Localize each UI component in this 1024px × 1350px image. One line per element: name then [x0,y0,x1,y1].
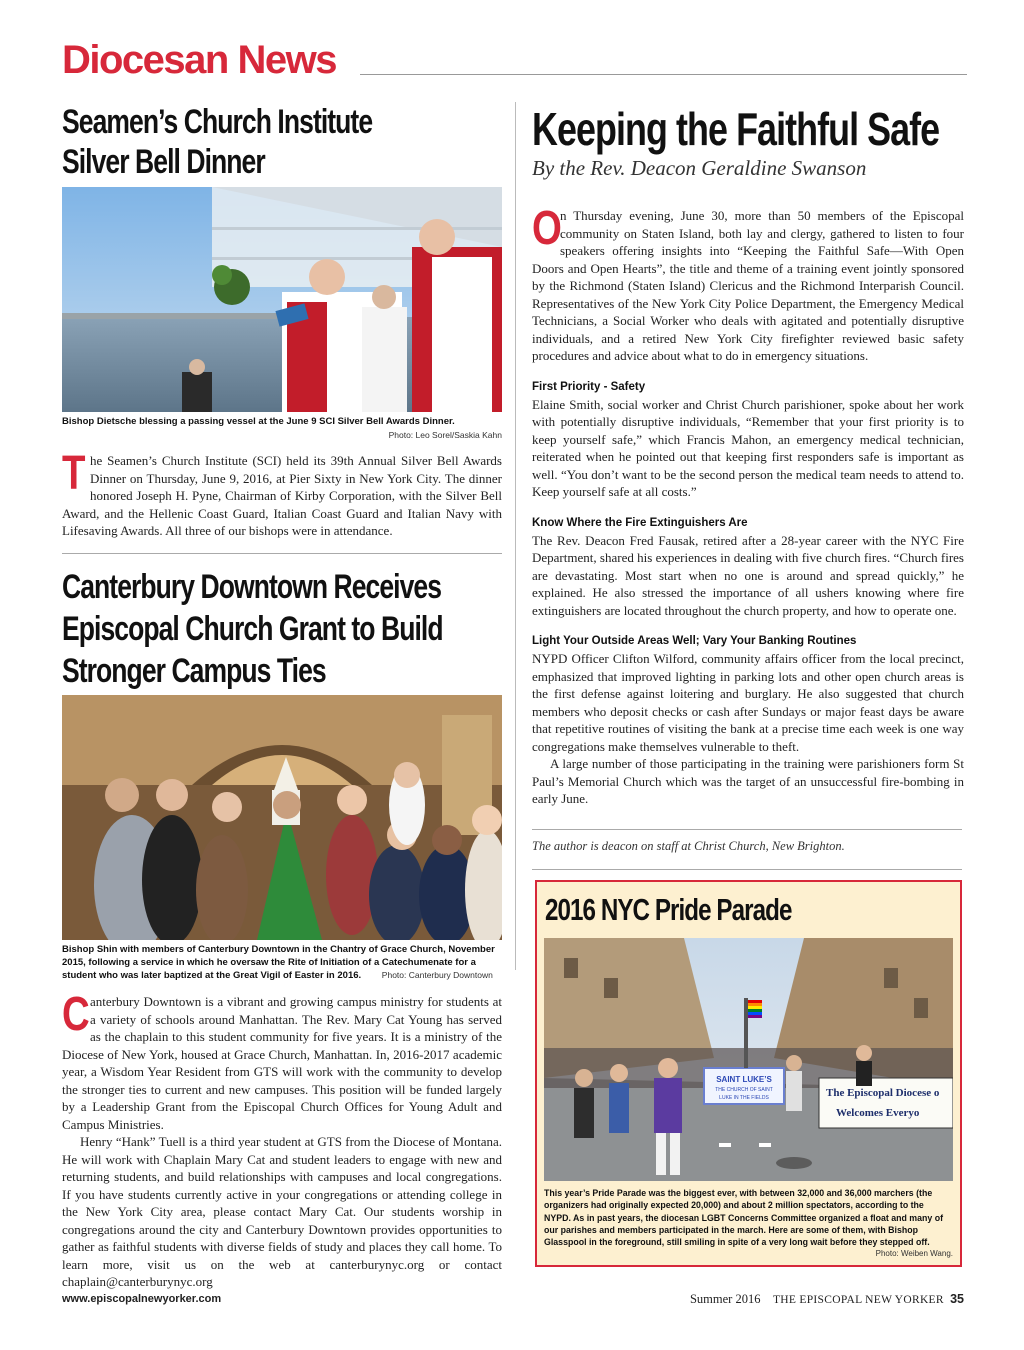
keeping-byline: By the Rev. Deacon Geraldine Swanson [532,156,867,180]
banner-left-line-3: LUKE IN THE FIELDS [719,1095,769,1101]
pride-parade-box [535,880,962,1267]
author-note-rule-bottom [532,869,962,870]
keeping-article [532,202,964,808]
footer-website[interactable]: www.episcopalnewyorker.com [62,1293,222,1305]
seamen-dropcap: T [62,447,86,500]
section-rule [360,74,967,75]
canterbury-paragraph-2: Henry “Hank” Tuell is a third year student at GTS from the Diocese of Montana. He will work with Chaplain Mary Cat and student leaders to engage with new and returning students, and build relationships with campuses and local congregations. If you have students currently active in your congregations or attending college in the New York City area, please contact Mary Cat. Our students worship in congregations around the city and Canterbury Downtown provides opportunities to gather as faithful students with diverse fields of study and places they call home. To learn more, visit us on the web at canterburynyc.org or contact chaplain@canterburynyc.org [62,1134,502,1289]
pride-photo [544,938,953,1181]
footer-issue: Summer 2016 [689,1292,761,1306]
keeping-subhead-2: Know Where the Fire Extinguishers Are [532,516,748,529]
article-divider [62,553,502,554]
keeping-intro: O n Thursday evening, June 30, more than 50 members of the Episcopal community on Staten Island, both lay and clergy, gathered to listen to four speakers offering insights into “Keeping the Faithful Safe—With Open Doors and Open Hearts”, the title and theme of a training event jointly sponsored by the Richmond (Staten Island) Clericus and the Richmond Interparish Council. Representatives of the New York City Police Department, the Emergency Medical Technicians, a Social Worker who deals with agitated and potentially disruptive individuals, and a retired New York City firefighter reviewed basic safety procedures and advice about what to do in emergency situations. [532,202,964,363]
keeping-subhead-3: Light Your Outside Areas Well; Vary Your Banking Routines [532,635,857,647]
keeping-paragraph-3: NYPD Officer Clifton Wilford, community affairs officer from the local precinct, emphasized that improved lighting in parking lots and other open church areas is the first defense against loitering and burglary. He also suggested that church members who deposit checks or cash after Sundays or major feast days be aware that repetitive routines of visiting the bank at a precise time each week is one way congregations make themselves vulnerable to theft. [532,651,964,754]
footer-issue-info [690,1292,964,1307]
seamen-article: The Seamen’s Church Institute (SCI) held its 39th Annual Silver Bell Awards Dinner on Thursday, June 9, 2016, at Pier Sixty in New York City. The dinner honored Joseph H. Pyne, Chairman of Kirby Corporation, with the Silver Bell Award, and the Hellenic Coast Guard, Italian Coast Guard and Italian Navy with Lifesaving Awards. All three of our bishops were in attendance. [62,447,502,538]
keeping-subhead-1: First Priority - Safety [532,380,646,393]
pride-photo-credit: Photo: Weiben Wang. [875,1249,953,1259]
section-header [62,40,967,80]
keeping-headline: Keeping the Faithful Safe [532,103,940,155]
keeping-author-note: The author is deacon on staff at Christ Church, New Brighton. [532,839,845,853]
pride-caption: This year’s Pride Parade was the biggest ever, with between 32,000 and 36,000 marchers (the organizers had originally expected 20,000) and about 2 million spectators, according to the NYPD. As in past years, the diocesan LGBT Concerns Committee organized a float and many of our parishes and members participated in the march. Here are some of them, with Bishop Glasspool in the foreground, still smiling in spite of a very long wait before they stepped off. Photo: Weiben Wang. [544,1187,953,1261]
seamen-photo [62,187,502,412]
banner-left-line-2: THE CHURCH OF SAINT [715,1087,773,1093]
canterbury-paragraph-1: Canterbury Downtown is a vibrant and growing campus ministry for students at a variety of schools around Manhattan. The Rev. Mary Cat Young has served as the chaplain to this student community for five years. It is a ministry of the Diocese of New York, housed at Grace Church, Manhattan. In, 2016-2017 academic year, a Wisdom Year Resident from GTS will work with the community to develop the stronger ties to current and new campuses. This position will be funded largely by a Leadership Grant from the Episcopal Church Offices for Young Adult and Campus Ministries. [62,988,502,1132]
page-footer [62,1293,964,1309]
keeping-paragraph-1: Elaine Smith, social worker and Christ Church parishioner, spoke about her work with potentially disruptive individuals, “Remember that your first priority is to keep yourself safe,” which Francis Mahon, an emergency medical technician, reiterated when he pointed out that keeping first responders safe is important as well. “You don’t want to be the second person the medical team needs to attend to. Keep yourself safe at all costs.” [532,396,964,499]
canterbury-article [62,988,502,1291]
footer-page-number: 35 [950,1292,964,1306]
footer-publication: THE EPISCOPAL NEW YORKER [772,1294,944,1306]
seamen-photo-credit: Photo: Leo Sorel/Saskia Kahn [388,429,502,440]
canterbury-dropcap: C [62,988,90,1041]
canterbury-photo-credit: Photo: Canterbury Downtown [381,970,493,980]
canterbury-headline: Canterbury Downtown Receives Episcopal Church Grant to Build Stronger Campus Ties [62,568,443,690]
column-divider [515,102,516,970]
keeping-dropcap: O [532,202,562,255]
seamen-caption: Bishop Dietsche blessing a passing vessel at the June 9 SCI Silver Bell Awards Dinner. Photo: Leo Sorel/Saskia Kahn [62,416,502,440]
pride-title: 2016 NYC Pride Parade [545,892,792,927]
banner-right-line-2: Welcomes Everyo [836,1107,920,1119]
keeping-paragraph-2: The Rev. Deacon Fred Fausak, retired after a 28-year career with the NYC Fire Department, shared his experiences in dealing with five church fires. “Church fires are devastating. Most start when no one is around and spread quickly,” he explained. He also stressed the importance of all ushers knowing where fire extinguishers are located throughout the church property, and how to operate one. [532,532,964,618]
banner-right-line-1: The Episcopal Diocese o [826,1087,940,1099]
section-title: Diocesan News [62,38,336,82]
seamen-headline: Seamen’s Church Institute Silver Bell Dinner [62,103,373,181]
author-note-rule [532,829,962,830]
canterbury-caption: Bishop Shin with members of Canterbury Downtown in the Chantry of Grace Church, November 2015, following a service in which he oversaw the Rite of Initiation of a Catechumenate for a student who was later baptized at the Great Vigil of Easter in 2016. Photo: Canterbury Downtown [62,944,495,981]
canterbury-photo [62,695,502,940]
keeping-paragraph-4: A large number of those participating in the training were parishioners form St Paul’s Memorial Church which was the target of an unsuccessful fire-bombing in early June. [532,756,964,806]
banner-left-line-1: SAINT LUKE’S [716,1075,772,1084]
